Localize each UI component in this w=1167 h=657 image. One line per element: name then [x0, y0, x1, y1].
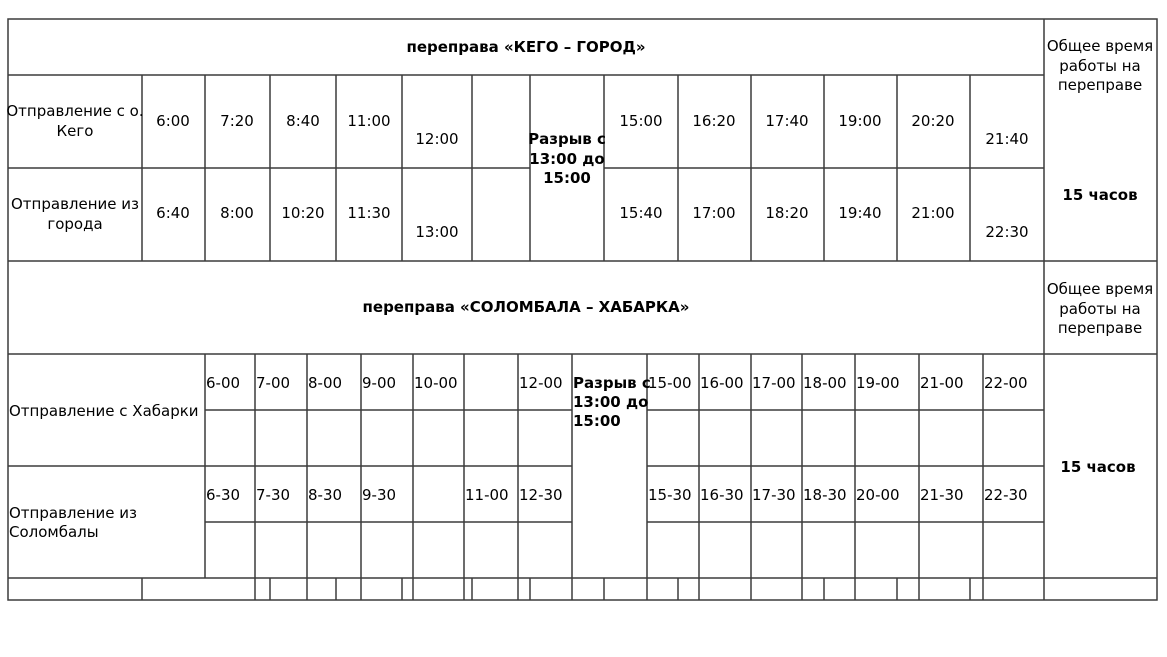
solombala-title: переправа «СОЛОМБАЛА – ХАБАРКА»: [362, 298, 690, 316]
solombala-break-note: 13:00 до: [573, 393, 649, 411]
solombala-total-header-line: Общее время: [1046, 280, 1154, 298]
kego-row2-time: 8:00: [220, 204, 254, 222]
kego-row2-time: 18:20: [765, 204, 809, 222]
solombala-row1-time: 22-00: [984, 374, 1028, 392]
kego-total-header-line: работы на: [1059, 57, 1141, 75]
solombala-row1-time: 8-00: [308, 374, 343, 392]
kego-row2-time: 19:40: [838, 204, 882, 222]
kego-row1-time: 7:20: [220, 112, 254, 130]
kego-total-hours: 15 часов: [1062, 186, 1138, 204]
solombala-row2-time: 6-30: [206, 486, 241, 504]
kego-row2-time: 6:40: [156, 204, 190, 222]
solombala-row2-time: 12-30: [519, 486, 563, 504]
solombala-break-note: 15:00: [573, 412, 621, 430]
solombala-row2-time: 15-30: [648, 486, 692, 504]
solombala-row2-time: 16-30: [700, 486, 744, 504]
kego-row2-time: 22:30: [985, 223, 1029, 241]
solombala-break-note: Разрыв с: [573, 374, 651, 392]
kego-row2-time: 13:00: [415, 223, 459, 241]
kego-total-header-line: Общее время: [1046, 37, 1154, 55]
solombala-total-hours: 15 часов: [1060, 458, 1136, 476]
kego-row1-time: 17:40: [765, 112, 809, 130]
kego-row1-label: Кего: [56, 122, 94, 140]
kego-break-note: 15:00: [543, 169, 591, 187]
solombala-row1-time: 15-00: [648, 374, 692, 392]
solombala-row2-label: Соломбалы: [9, 523, 99, 541]
kego-row1-time: 16:20: [692, 112, 736, 130]
solombala-row1-time: 18-00: [803, 374, 847, 392]
solombala-row1-time: 7-00: [256, 374, 291, 392]
kego-row2-time: 11:30: [347, 204, 391, 222]
solombala-row1-time: 16-00: [700, 374, 744, 392]
kego-row1-time: 12:00: [415, 130, 459, 148]
kego-break-note: 13:00 до: [529, 150, 605, 168]
solombala-total-header-line: работы на: [1059, 300, 1141, 318]
solombala-row2-label: Отправление из: [9, 504, 137, 522]
kego-row1-time: 21:40: [985, 130, 1029, 148]
solombala-row1-time: 6-00: [206, 374, 241, 392]
kego-row1-time: 11:00: [347, 112, 391, 130]
kego-row1-label: Отправление с о.: [6, 102, 144, 120]
solombala-row1-time: 12-00: [519, 374, 563, 392]
kego-row2-time: 15:40: [619, 204, 663, 222]
solombala-row2-time: 18-30: [803, 486, 847, 504]
solombala-row2-time: 7-30: [256, 486, 291, 504]
solombala-row2-time: 21-30: [920, 486, 964, 504]
kego-row1-time: 8:40: [286, 112, 320, 130]
kego-row2-label: города: [47, 215, 103, 233]
solombala-total-header-line: переправе: [1057, 319, 1143, 337]
kego-row2-label: Отправление из: [11, 195, 139, 213]
solombala-row1-label: Отправление с Хабарки: [9, 402, 199, 420]
solombala-row2-time: 20-00: [856, 486, 900, 504]
kego-title: переправа «КЕГО – ГОРОД»: [406, 38, 646, 56]
solombala-row2-time: 11-00: [465, 486, 509, 504]
solombala-row2-time: 22-30: [984, 486, 1028, 504]
kego-row2-time: 10:20: [281, 204, 325, 222]
kego-row1-time: 6:00: [156, 112, 190, 130]
kego-row1-time: 19:00: [838, 112, 882, 130]
kego-row2-time: 21:00: [911, 204, 955, 222]
solombala-row2-time: 8-30: [308, 486, 343, 504]
kego-break-note: Разрыв с: [528, 130, 606, 148]
solombala-row1-time: 10-00: [414, 374, 458, 392]
bottom-strip-grid: [142, 578, 983, 600]
solombala-row2-time: 9-30: [362, 486, 397, 504]
solombala-row1-time: 9-00: [362, 374, 397, 392]
solombala-row1-time: 21-00: [920, 374, 964, 392]
kego-row2-time: 17:00: [692, 204, 736, 222]
solombala-row1-time: 19-00: [856, 374, 900, 392]
solombala-row1-time: 17-00: [752, 374, 796, 392]
solombala-row2-time: 17-30: [752, 486, 796, 504]
kego-total-header-line: переправе: [1057, 76, 1143, 94]
kego-row1-time: 20:20: [911, 112, 955, 130]
kego-row1-time: 15:00: [619, 112, 663, 130]
